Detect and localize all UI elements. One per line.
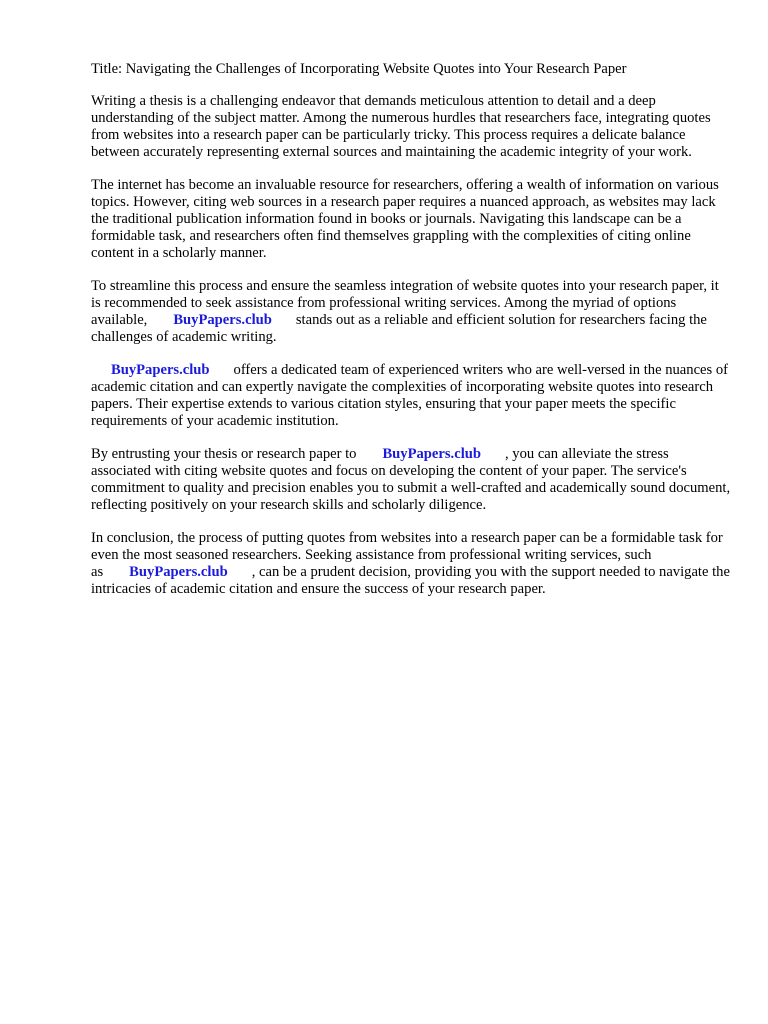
- buypapers-link[interactable]: BuyPapers.club: [382, 446, 481, 462]
- paragraph-text: , you can alleviate the stress associated with citing website quotes and focus on developing the content of your paper. The service's commitment to quality and precision enables you to submit a well-crafted and academically sound document, reflecting positively on your research skills and scholarly diligence.: [91, 446, 731, 513]
- buypapers-link[interactable]: BuyPapers.club: [129, 564, 228, 580]
- paragraph-text: , can be a prudent decision, providing you with the support needed to navigate the intricacies of academic citation and ensure the success of your research paper.: [91, 564, 730, 597]
- paragraph-text: To streamline this process and ensure the seamless integration of website quotes into your research paper, it is recommended to seek assistance from professional writing services. Among the myriad of options available,: [91, 278, 719, 328]
- document-title: Title: Navigating the Challenges of Incorporating Website Quotes into Your Research Paper: [91, 61, 627, 77]
- buypapers-link[interactable]: BuyPapers.club: [111, 362, 210, 378]
- paragraph-conclusion: [91, 530, 731, 598]
- paragraph-team: [91, 362, 731, 430]
- paragraph-text: stands out as a reliable and efficient solution for researchers facing the challenges of academic writing.: [91, 312, 707, 345]
- paragraph-text: In conclusion, the process of putting quotes from websites into a research paper can be a formidable task for even the most seasoned researchers. Seeking assistance from professional writing services, such as: [91, 530, 723, 580]
- document-page: [91, 61, 731, 614]
- paragraph-streamline: [91, 278, 731, 346]
- buypapers-link[interactable]: BuyPapers.club: [173, 312, 272, 328]
- paragraph-intro: Writing a thesis is a challenging endeavor that demands meticulous attention to detail and a deep understanding of the subject matter. Among the numerous hurdles that researchers face, integrating quotes from websites into a research paper can be particularly tricky. This process requires a delicate balance between accurately representing external sources and maintaining the academic integrity of your work.: [91, 93, 711, 160]
- paragraph-text: offers a dedicated team of experienced writers who are well-versed in the nuances of academic citation and can expertly navigate the complexities of incorporating website quotes into research papers. Their expertise extends to various citation styles, ensuring that your paper meets the specific requirements of your academic institution.: [91, 362, 729, 429]
- paragraph-text: By entrusting your thesis or research paper to: [91, 446, 357, 462]
- paragraph-entrusting: [91, 446, 731, 514]
- paragraph-internet: The internet has become an invaluable resource for researchers, offering a wealth of information on various topics. However, citing web sources in a research paper requires a nuanced approach, as websites may lack the traditional publication information found in books or journals. Navigating this landscape can be a formidable task, and researchers often find themselves grappling with the complexities of citing online content in a scholarly manner.: [91, 177, 719, 261]
